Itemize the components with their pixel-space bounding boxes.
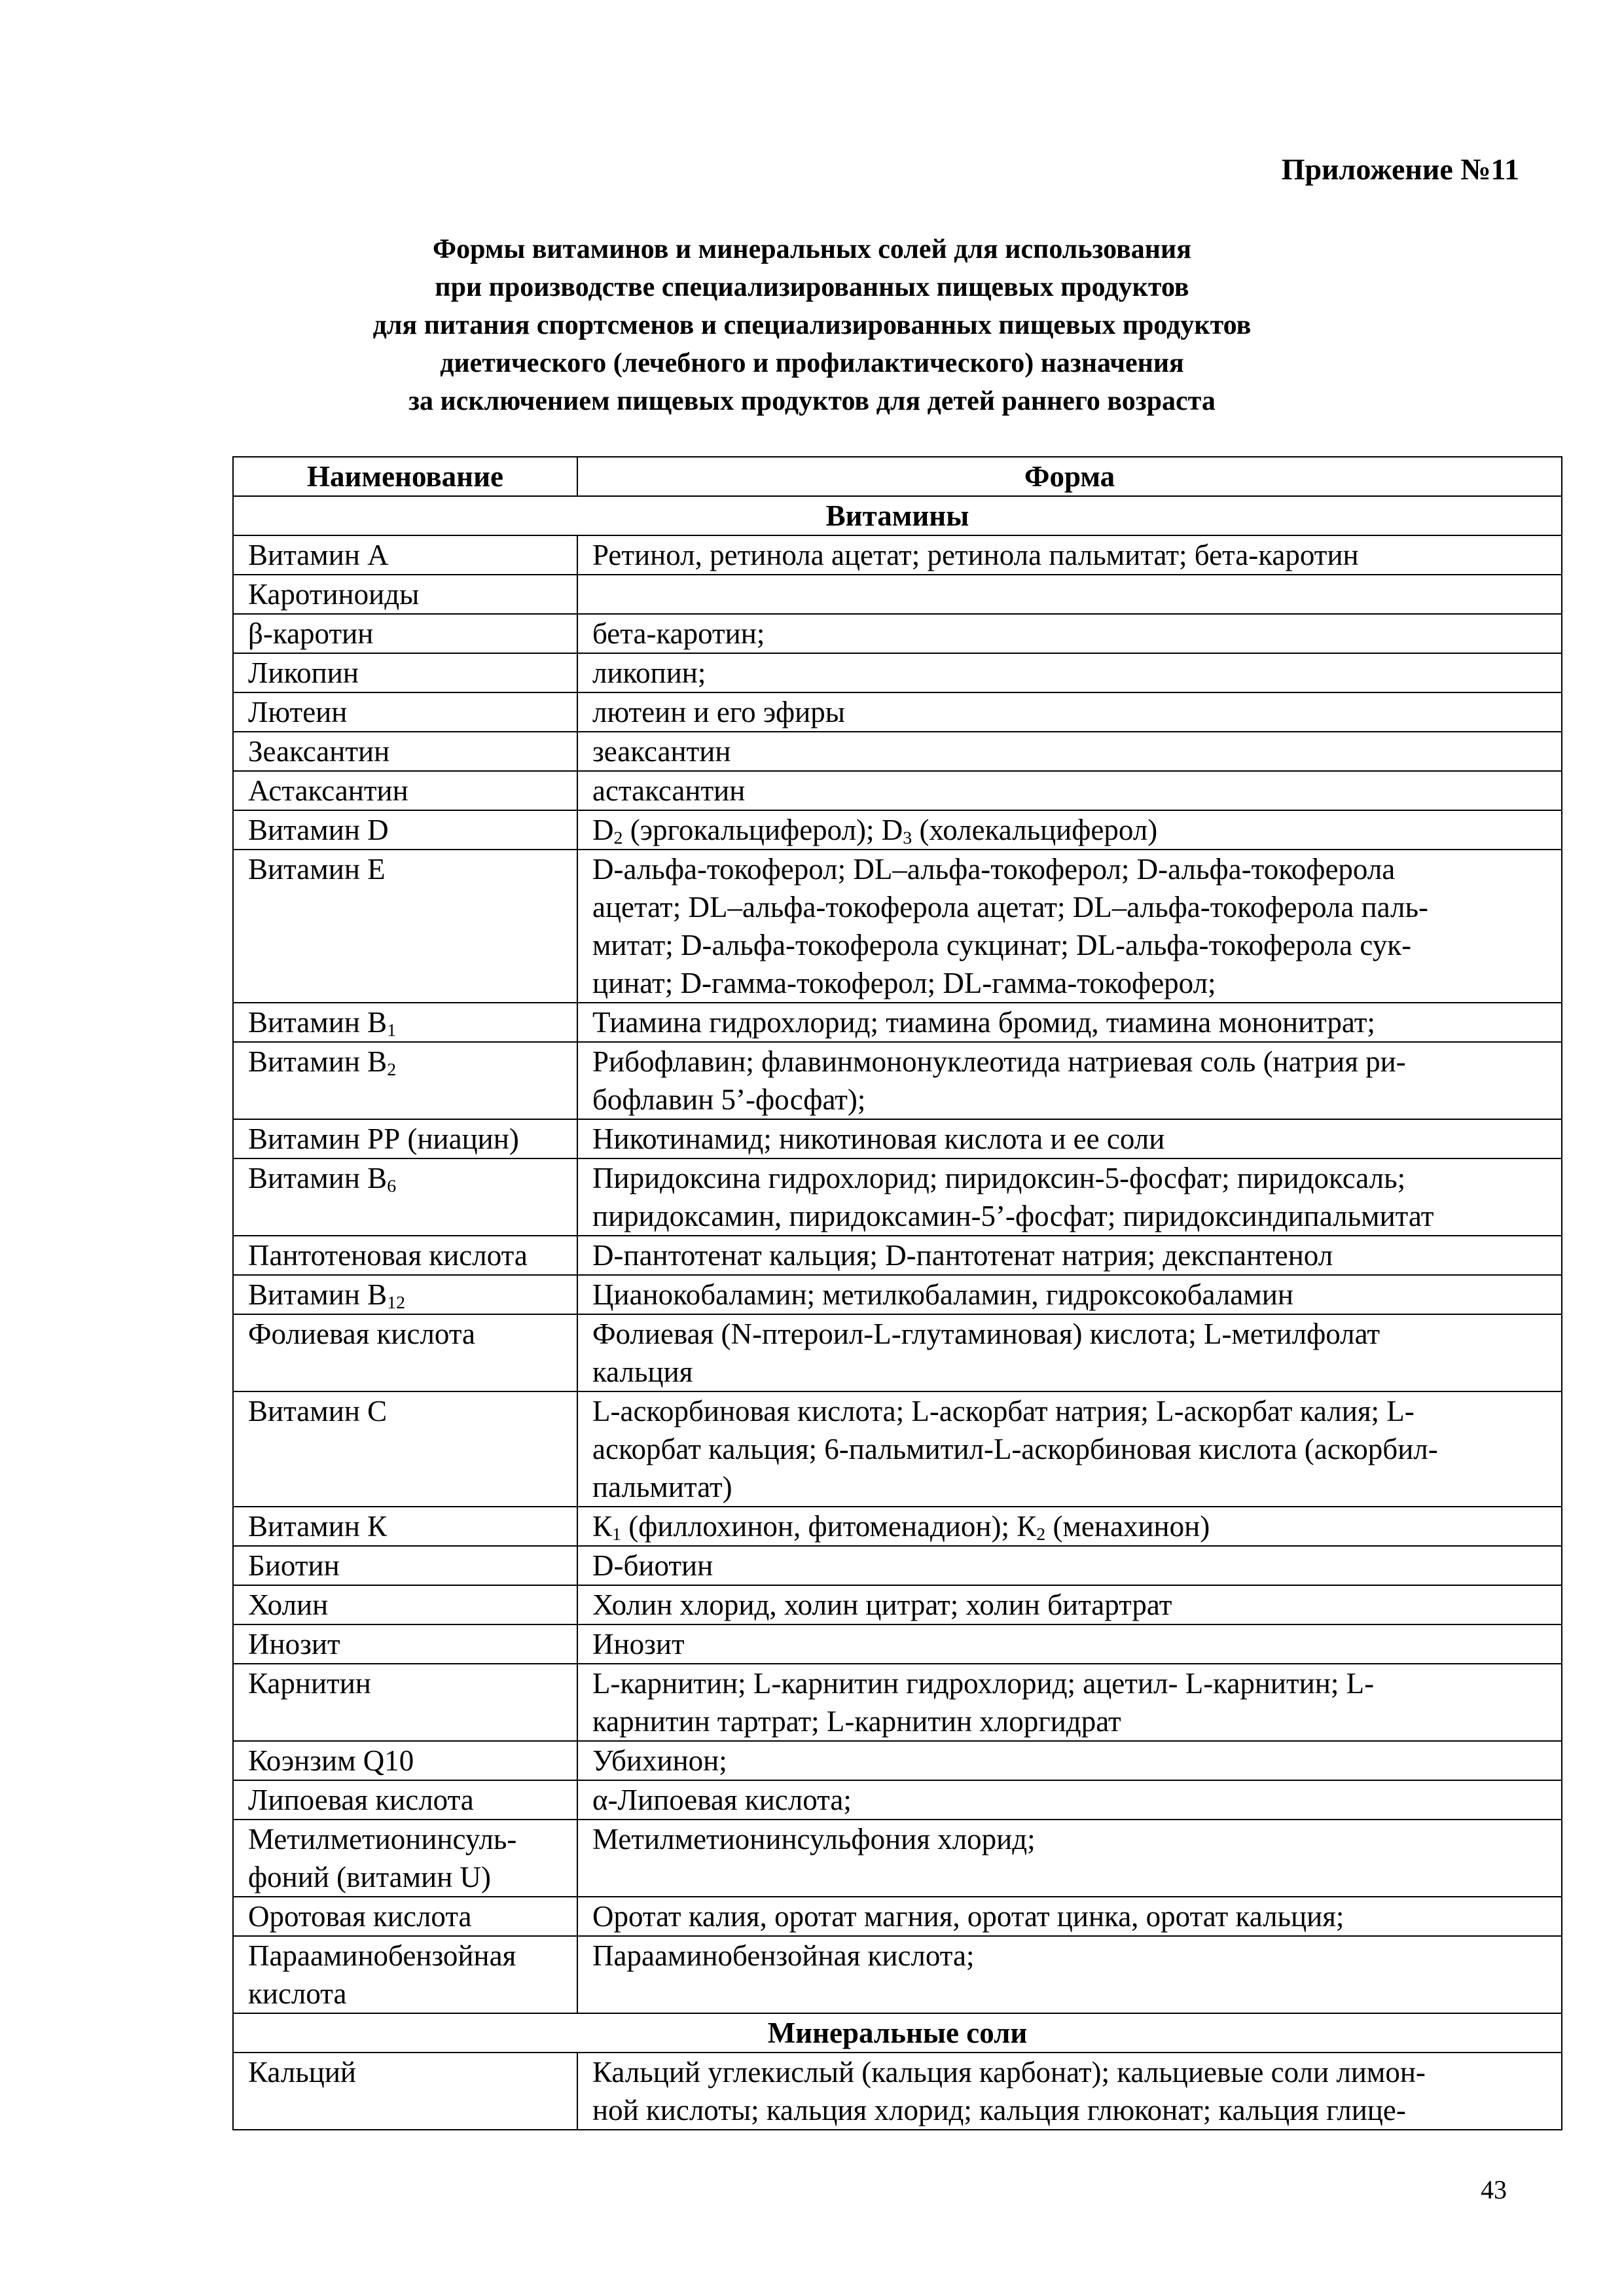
cell-line bbox=[592, 1197, 1547, 1235]
subscript: 1 bbox=[612, 1524, 621, 1545]
cell-line bbox=[592, 888, 1547, 926]
name-cell bbox=[233, 614, 577, 653]
cell-line bbox=[248, 575, 562, 613]
form-cell bbox=[577, 1275, 1562, 1314]
text-segment: α-Липоевая кислота; bbox=[592, 1784, 852, 1816]
text-segment: Метилметионинсуль- bbox=[248, 1823, 517, 1856]
appendix-title: Приложение №11 bbox=[1281, 152, 1519, 186]
text-segment: Каротиноиды bbox=[248, 578, 420, 611]
text-segment: Зеаксантин bbox=[248, 735, 390, 768]
cell-line bbox=[592, 1820, 1547, 1858]
cell-line bbox=[592, 1430, 1547, 1468]
text-segment: D-альфа-токоферол; DL–альфа-токоферол; D-альфа-токоферола bbox=[592, 853, 1396, 886]
text-segment: карнитин тартрат; L-карнитин хлоргидрат bbox=[592, 1705, 1121, 1738]
cell-line bbox=[592, 1547, 1547, 1585]
cell-line bbox=[248, 2053, 562, 2091]
subscript: 3 bbox=[903, 828, 912, 849]
cell-line bbox=[248, 1043, 562, 1081]
form-cell bbox=[577, 1236, 1562, 1275]
name-cell bbox=[233, 1624, 577, 1664]
form-cell bbox=[577, 2053, 1562, 2130]
table-row bbox=[233, 1741, 1562, 1780]
cell-line bbox=[248, 1003, 562, 1041]
table-row bbox=[233, 1936, 1562, 2013]
name-cell bbox=[233, 1585, 577, 1624]
name-cell bbox=[233, 810, 577, 850]
text-segment: Пантотеновая кислота bbox=[248, 1239, 528, 1272]
form-cell bbox=[577, 810, 1562, 850]
cell-line bbox=[592, 1586, 1547, 1624]
cell-line bbox=[248, 732, 562, 770]
subscript: 2 bbox=[1036, 1524, 1046, 1545]
cell-line bbox=[592, 1742, 1547, 1780]
cell-line bbox=[592, 693, 1547, 731]
heading-line: Формы витаминов и минеральных солей для использования bbox=[433, 234, 1191, 264]
form-cell bbox=[577, 1546, 1562, 1585]
table-row bbox=[233, 771, 1562, 810]
text-segment: Рибофлавин; флавинмононуклеотида натриевая соль (натрия ри- bbox=[592, 1045, 1406, 1078]
form-cell bbox=[577, 692, 1562, 732]
form-cell bbox=[577, 1741, 1562, 1780]
name-cell bbox=[233, 653, 577, 692]
cell-line bbox=[592, 1625, 1547, 1663]
table-row bbox=[233, 692, 1562, 732]
name-cell bbox=[233, 850, 577, 1003]
form-cell bbox=[577, 1897, 1562, 1936]
table-row bbox=[233, 1042, 1562, 1119]
cell-line bbox=[592, 1159, 1547, 1197]
text-segment: (филлохинон, фитоменадион); К bbox=[621, 1510, 1037, 1543]
subscript: 12 bbox=[387, 1293, 406, 1314]
form-cell bbox=[577, 1936, 1562, 2013]
table-row bbox=[233, 1119, 1562, 1158]
text-segment: Коэнзим Q10 bbox=[248, 1744, 414, 1777]
text-segment: Цианокобаламин; метилкобаламин, гидроксокобаламин bbox=[592, 1278, 1293, 1311]
form-cell bbox=[577, 850, 1562, 1003]
text-segment: D-пантотенат кальция; D-пантотенат натрия; декспантенол bbox=[592, 1239, 1333, 1272]
form-cell bbox=[577, 614, 1562, 653]
section-row bbox=[233, 2013, 1562, 2053]
text-segment: бофлавин 5’-фосфат); bbox=[592, 1083, 866, 1116]
table-row bbox=[233, 732, 1562, 771]
form-cell bbox=[577, 575, 1562, 614]
page-number: 43 bbox=[1481, 2175, 1507, 2204]
text-segment: (холекальциферол) bbox=[912, 814, 1158, 846]
table-row bbox=[233, 614, 1562, 653]
name-cell bbox=[233, 1741, 577, 1780]
text-segment: Парааминобензойная кислота; bbox=[592, 1939, 975, 1972]
heading-line: за исключением пищевых продуктов для детей раннего возраста bbox=[408, 386, 1216, 416]
table-row bbox=[233, 575, 1562, 614]
cell-line bbox=[592, 2053, 1547, 2091]
name-cell bbox=[233, 1391, 577, 1507]
form-cell bbox=[577, 1003, 1562, 1042]
name-cell bbox=[233, 771, 577, 810]
text-segment: L-аскорбиновая кислота; L-аскорбат натрия; L-аскорбат калия; L- bbox=[592, 1395, 1415, 1427]
cell-line bbox=[248, 1937, 562, 1975]
name-cell bbox=[233, 692, 577, 732]
cell-line bbox=[592, 1081, 1547, 1119]
text-segment: лютеин и его эфиры bbox=[592, 696, 845, 728]
form-cell bbox=[577, 653, 1562, 692]
cell-line bbox=[592, 1236, 1547, 1274]
form-cell bbox=[577, 1119, 1562, 1158]
form-cell bbox=[577, 1314, 1562, 1391]
name-cell bbox=[233, 535, 577, 575]
cell-line bbox=[592, 1315, 1547, 1353]
form-cell bbox=[577, 1820, 1562, 1897]
cell-line bbox=[248, 1742, 562, 1780]
text-segment: цинат; D-гамма-токоферол; DL-гамма-токоферол; bbox=[592, 967, 1216, 999]
cell-line bbox=[248, 1392, 562, 1430]
form-cell bbox=[577, 1624, 1562, 1664]
text-segment: Фолиевая кислота bbox=[248, 1318, 476, 1350]
cell-line bbox=[248, 1586, 562, 1624]
table-row bbox=[233, 1780, 1562, 1820]
text-segment: Витамин Е bbox=[248, 853, 386, 886]
cell-line bbox=[248, 1664, 562, 1702]
text-segment: Метилметионинсульфония хлорид; bbox=[592, 1823, 1036, 1856]
cell-line bbox=[592, 1897, 1547, 1935]
text-segment: Витамин В bbox=[248, 1006, 388, 1039]
name-cell bbox=[233, 1003, 577, 1042]
table-row bbox=[233, 810, 1562, 850]
form-cell bbox=[577, 1780, 1562, 1820]
text-segment: Убихинон; bbox=[592, 1744, 727, 1777]
text-segment: Витамин А bbox=[248, 539, 389, 571]
text-segment: Лютеин bbox=[248, 696, 348, 728]
text-segment: Витамин С bbox=[248, 1395, 388, 1427]
cell-line bbox=[248, 1236, 562, 1274]
table-row bbox=[233, 1820, 1562, 1897]
text-segment: К bbox=[592, 1510, 613, 1543]
name-cell bbox=[233, 575, 577, 614]
text-segment: митат; D-альфа-токоферола сукцинат; DL-альфа-токоферола сук- bbox=[592, 929, 1412, 961]
table-row bbox=[233, 653, 1562, 692]
table-row bbox=[233, 1897, 1562, 1936]
text-segment: Холин хлорид, холин цитрат; холин битартрат bbox=[592, 1588, 1172, 1621]
form-cell bbox=[577, 1585, 1562, 1624]
cell-line bbox=[248, 772, 562, 810]
cell-line bbox=[592, 772, 1547, 810]
name-cell bbox=[233, 1042, 577, 1119]
text-segment: астаксантин bbox=[592, 774, 746, 807]
vitamins-minerals-table bbox=[232, 456, 1562, 2130]
form-cell bbox=[577, 1507, 1562, 1546]
name-cell bbox=[233, 1664, 577, 1741]
cell-line bbox=[248, 1625, 562, 1663]
text-segment: Фолиевая (N-птероил-L-глутаминовая) кислота; L-метилфолат bbox=[592, 1318, 1380, 1350]
subscript: 2 bbox=[387, 1060, 397, 1081]
text-segment: пиридоксамин, пиридоксамин-5’-фосфат; пиридоксиндипальмитат bbox=[592, 1200, 1434, 1232]
cell-line bbox=[592, 1507, 1547, 1545]
heading-line: при производстве специализированных пищевых продуктов bbox=[435, 272, 1189, 302]
cell-line bbox=[592, 732, 1547, 770]
text-segment: Ретинол, ретинола ацетат; ретинола пальмитат; бета-каротин bbox=[592, 539, 1359, 571]
cell-line bbox=[592, 1392, 1547, 1430]
text-segment: аскорбат кальция; 6-пальмитил-L-аскорбиновая кислота (аскорбил- bbox=[592, 1433, 1438, 1465]
cell-line bbox=[248, 1315, 562, 1353]
cell-line bbox=[592, 964, 1547, 1002]
text-segment: Биотин bbox=[248, 1549, 340, 1582]
table-row bbox=[233, 1624, 1562, 1664]
cell-line bbox=[248, 1547, 562, 1585]
text-segment: D bbox=[592, 814, 614, 846]
table-row bbox=[233, 1585, 1562, 1624]
text-segment: Витамин В bbox=[248, 1162, 388, 1194]
text-segment: Инозит bbox=[592, 1628, 685, 1660]
table-row bbox=[233, 2053, 1562, 2130]
heading-line: диетического (лечебного и профилактического) назначения bbox=[440, 348, 1184, 378]
cell-line bbox=[248, 1507, 562, 1545]
text-segment: Витамин В bbox=[248, 1045, 388, 1078]
name-cell bbox=[233, 1314, 577, 1391]
table-row bbox=[233, 1507, 1562, 1546]
cell-line bbox=[248, 1820, 562, 1858]
text-segment: Никотинамид; никотиновая кислота и ее соли bbox=[592, 1122, 1165, 1155]
name-cell bbox=[233, 1546, 577, 1585]
table-row bbox=[233, 1236, 1562, 1275]
text-segment: Пиридоксина гидрохлорид; пиридоксин-5-фосфат; пиридоксаль; bbox=[592, 1162, 1406, 1194]
header-form: Форма bbox=[577, 457, 1562, 496]
table-row bbox=[233, 1275, 1562, 1314]
document-heading bbox=[0, 230, 1624, 420]
cell-line bbox=[592, 654, 1547, 692]
name-cell bbox=[233, 1507, 577, 1546]
subscript: 1 bbox=[387, 1020, 397, 1041]
cell-line bbox=[592, 2091, 1547, 2129]
cell-line bbox=[592, 1702, 1547, 1740]
text-segment: Оротат калия, оротат магния, оротат цинка, оротат кальция; bbox=[592, 1900, 1344, 1933]
table-row bbox=[233, 1546, 1562, 1585]
text-segment: Витамин В bbox=[248, 1278, 388, 1311]
cell-line bbox=[592, 1937, 1547, 1975]
text-segment: (эргокальциферол); D bbox=[623, 814, 903, 846]
subscript: 6 bbox=[387, 1176, 397, 1197]
name-cell bbox=[233, 2053, 577, 2130]
name-cell bbox=[233, 1897, 577, 1936]
name-cell bbox=[233, 1936, 577, 2013]
table-row bbox=[233, 850, 1562, 1003]
table-body bbox=[233, 496, 1562, 2130]
form-cell bbox=[577, 732, 1562, 771]
form-cell bbox=[577, 1158, 1562, 1236]
text-segment: L-карнитин; L-карнитин гидрохлорид; ацетил- L-карнитин; L- bbox=[592, 1667, 1375, 1700]
text-segment: D-биотин bbox=[592, 1549, 713, 1582]
cell-line bbox=[592, 1276, 1547, 1314]
cell-line bbox=[248, 1897, 562, 1935]
name-cell bbox=[233, 1780, 577, 1820]
cell-line bbox=[592, 536, 1547, 574]
form-cell bbox=[577, 535, 1562, 575]
text-segment: ликопин; bbox=[592, 656, 706, 689]
cell-line bbox=[592, 850, 1547, 888]
text-segment: кислота bbox=[248, 1977, 347, 2010]
cell-line bbox=[248, 1276, 562, 1314]
text-segment: Тиамина гидрохлорид; тиамина бромид, тиамина мононитрат; bbox=[592, 1006, 1375, 1039]
cell-line bbox=[248, 1975, 562, 2013]
table-row bbox=[233, 1003, 1562, 1042]
text-segment: Инозит bbox=[248, 1628, 340, 1660]
cell-line bbox=[592, 1468, 1547, 1506]
text-segment: кальция bbox=[592, 1355, 693, 1388]
cell-line bbox=[592, 1003, 1547, 1041]
text-segment: Оротовая кислота bbox=[248, 1900, 472, 1933]
subscript: 2 bbox=[613, 828, 623, 849]
form-cell bbox=[577, 1664, 1562, 1741]
text-segment: Витамин РР (ниацин) bbox=[248, 1122, 519, 1155]
text-segment: Витамин К bbox=[248, 1510, 388, 1543]
text-segment: (менахинон) bbox=[1045, 1510, 1210, 1543]
cell-line bbox=[248, 615, 562, 653]
header-name: Наименование bbox=[233, 457, 577, 496]
text-segment: Кальций bbox=[248, 2056, 357, 2089]
form-cell bbox=[577, 1391, 1562, 1507]
section-title: Витамины bbox=[233, 496, 1562, 535]
text-segment: бета-каротин; bbox=[592, 617, 765, 650]
heading-line: для питания спортсменов и специализированных пищевых продуктов bbox=[372, 310, 1252, 340]
cell-line bbox=[248, 1120, 562, 1158]
name-cell bbox=[233, 1236, 577, 1275]
cell-line bbox=[592, 1353, 1547, 1391]
cell-line bbox=[592, 1664, 1547, 1702]
text-segment: ной кислоты; кальция хлорид; кальция глюконат; кальция глице- bbox=[592, 2094, 1406, 2126]
cell-line bbox=[248, 811, 562, 849]
form-cell bbox=[577, 1042, 1562, 1119]
text-segment: пальмитат) bbox=[592, 1471, 732, 1503]
name-cell bbox=[233, 1820, 577, 1897]
cell-line bbox=[248, 1858, 562, 1896]
cell-line bbox=[592, 926, 1547, 964]
text-segment: Ликопин bbox=[248, 656, 359, 689]
text-segment: Астаксантин bbox=[248, 774, 408, 807]
cell-line bbox=[248, 850, 562, 888]
text-segment: зеаксантин bbox=[592, 735, 731, 768]
name-cell bbox=[233, 732, 577, 771]
section-row bbox=[233, 496, 1562, 535]
text-segment: Витамин D bbox=[248, 814, 389, 846]
name-cell bbox=[233, 1158, 577, 1236]
cell-line bbox=[592, 1043, 1547, 1081]
text-segment: Липоевая кислота bbox=[248, 1784, 474, 1816]
name-cell bbox=[233, 1119, 577, 1158]
table-row bbox=[233, 1664, 1562, 1741]
cell-line bbox=[248, 1159, 562, 1197]
cell-line bbox=[248, 536, 562, 574]
text-segment: фоний (витамин U) bbox=[248, 1861, 492, 1893]
cell-line bbox=[248, 1781, 562, 1819]
cell-line bbox=[248, 693, 562, 731]
table-row bbox=[233, 535, 1562, 575]
text-segment: Холин bbox=[248, 1588, 329, 1621]
cell-line bbox=[592, 811, 1547, 849]
table-header-row bbox=[233, 457, 1562, 496]
section-title: Минеральные соли bbox=[233, 2013, 1562, 2053]
cell-line bbox=[248, 654, 562, 692]
text-segment: ацетат; DL–альфа-токоферола ацетат; DL–альфа-токоферола паль- bbox=[592, 891, 1428, 924]
table-row bbox=[233, 1391, 1562, 1507]
cell-line bbox=[592, 1120, 1547, 1158]
cell-line bbox=[592, 1781, 1547, 1819]
form-cell bbox=[577, 771, 1562, 810]
table-row bbox=[233, 1314, 1562, 1391]
name-cell bbox=[233, 1275, 577, 1314]
text-segment: Парааминобензойная bbox=[248, 1939, 516, 1972]
table-row bbox=[233, 1158, 1562, 1236]
cell-line bbox=[592, 615, 1547, 653]
text-segment: Кальций углекислый (кальция карбонат); кальциевые соли лимон- bbox=[592, 2056, 1426, 2089]
text-segment: Карнитин bbox=[248, 1667, 371, 1700]
text-segment: β-каротин bbox=[248, 617, 374, 650]
